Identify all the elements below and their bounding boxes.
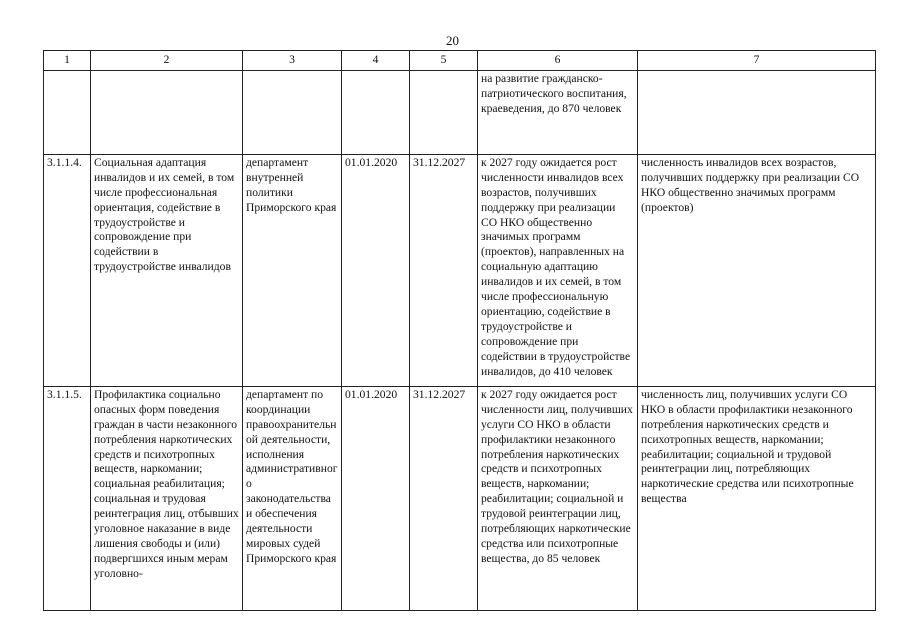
header-row [44, 51, 876, 71]
program-table [43, 50, 876, 611]
column-header-4: 4 [342, 51, 410, 71]
item-code: 3.1.1.4. [44, 154, 91, 386]
column-header-6: 6 [478, 51, 638, 71]
column-header-2: 2 [91, 51, 243, 71]
column-header-1: 1 [44, 51, 91, 71]
executor: департамент по координации правоохранительной деятельности, исполнения административного законодательства и обеспечения деятельности мировых судей Приморского края [243, 386, 342, 610]
event-name: Социальная адаптация инвалидов и их семей, в том числе профессиональная ориентация, содействие в трудоустройстве и сопровождение при содействии в трудоустройстве инвалидов [91, 154, 243, 386]
executor: департамент внутренней политики Приморского края [243, 154, 342, 386]
expected-result: к 2027 году ожидается рост численности инвалидов всех возрастов, получивших поддержку при реализации СО НКО общественно значимых программ (проектов), направленных на социальную адаптацию инвалидов и их семей, в том числе профессиональную ориентацию, содействие в трудоустройстве и сопровождение при содействии в трудоустройстве инвалидов, до 410 человек [478, 154, 638, 386]
start-date: 01.01.2020 [342, 386, 410, 610]
end-date: 31.12.2027 [410, 154, 478, 386]
column-header-5: 5 [410, 51, 478, 71]
empty-cell [342, 70, 410, 154]
indicator: численность лиц, получивших услуги СО НКО в области профилактики незаконного потребления наркотических средств и психотропных веществ, наркомании; реабилитации; социальной и трудовой реинтеграции лиц, потребляющих наркотические средства или психотропные вещества [638, 386, 876, 610]
page-number: 20 [446, 33, 459, 48]
expected-result: к 2027 году ожидается рост численности лиц, получивших услуги СО НКО в области профилактики незаконного потребления наркотических средств и психотропных веществ, наркомании; реабилитации; социальной и трудовой реинтеграции лиц, потребляющих наркотические средства или психотропные вещества, до 85 человек [478, 386, 638, 610]
indicator: численность инвалидов всех возрастов, получивших поддержку при реализации СО НКО общественно значимых программ (проектов) [638, 154, 876, 386]
continuation-row [44, 70, 876, 154]
empty-cell [410, 70, 478, 154]
expected-result-cell: на развитие гражданско-патриотического воспитания, краеведения, до 870 человек [478, 70, 638, 154]
empty-cell [91, 70, 243, 154]
item-code: 3.1.1.5. [44, 386, 91, 610]
table-row [44, 386, 876, 610]
column-header-3: 3 [243, 51, 342, 71]
start-date: 01.01.2020 [342, 154, 410, 386]
empty-cell [243, 70, 342, 154]
event-name: Профилактика социально опасных форм поведения граждан в части незаконного потребления наркотических средств и психотропных веществ, наркомании; социальная реабилитация; социальная и трудовая реинтеграция лиц, отбывших уголовное наказание в виде лишения свободы и (или) подвергшихся иным мерам уголовно- [91, 386, 243, 610]
end-date: 31.12.2027 [410, 386, 478, 610]
table-row [44, 154, 876, 386]
empty-cell [638, 70, 876, 154]
empty-cell [44, 70, 91, 154]
column-header-7: 7 [638, 51, 876, 71]
